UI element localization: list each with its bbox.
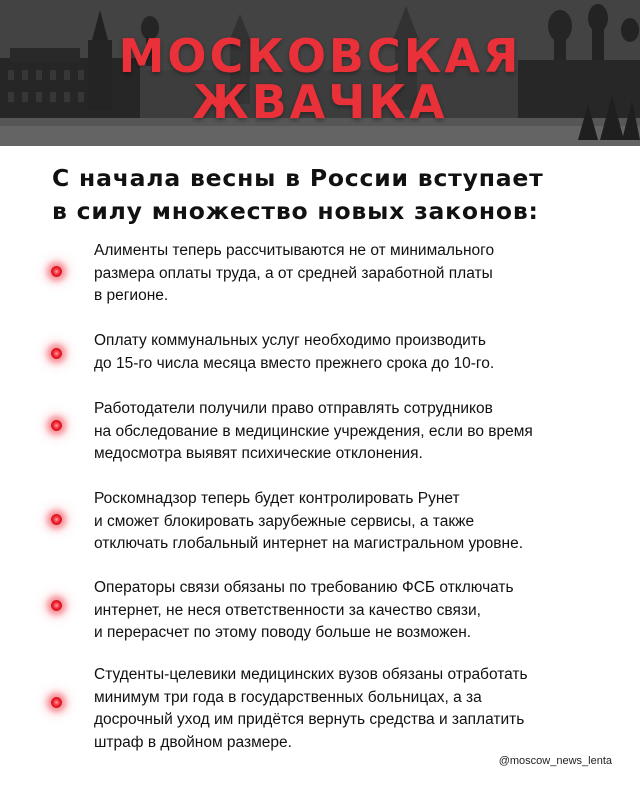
law-text-line: штраф в двойном размере. <box>94 733 292 751</box>
law-text-line: минимум три года в государственных больницах, а за <box>94 688 482 706</box>
bullet-dot-icon <box>51 600 62 611</box>
law-text-line: размера оплаты труда, а от средней заработной платы <box>94 264 493 282</box>
law-text-line: Студенты-целевики медицинских вузов обязаны отработать <box>94 666 528 683</box>
headline-line2: в силу множество новых законов: <box>52 197 539 225</box>
bullet-dot-icon <box>51 420 62 431</box>
bullet-dot-icon <box>51 697 62 708</box>
law-text <box>94 330 614 375</box>
law-text-line: досрочный уход им придётся вернуть средства и заплатить <box>94 711 525 728</box>
law-text-line: Оплату коммунальных услуг необходимо производить <box>94 332 486 349</box>
headline-line1: С начала весны в России вступает <box>52 164 544 192</box>
law-text <box>94 664 614 754</box>
law-text-line: до 15-го числа месяца вместо прежнего срока до 10-го. <box>94 354 495 372</box>
banner-title-line1: МОСКОВСКАЯ <box>118 29 522 83</box>
bullet-dot-icon <box>51 514 62 525</box>
law-text-line: Работодатели получили право отправлять сотрудников <box>94 400 493 417</box>
law-text-line: Операторы связи обязаны по требованию ФСБ отключать <box>94 579 514 596</box>
banner-title-line2: ЖВАЧКА <box>192 75 448 129</box>
bullet-dot-icon <box>51 348 62 359</box>
watermark-handle: @moscow_news_lenta <box>498 755 612 767</box>
law-text <box>94 398 614 466</box>
law-text-line: и перерасчет по этому поводу больше не возможен. <box>94 624 472 641</box>
law-text <box>94 577 614 645</box>
law-text <box>94 488 614 556</box>
law-text <box>94 240 614 308</box>
law-text-line: на обследование в медицинские учреждения, если во время <box>94 422 533 440</box>
law-text-line: медосмотра выявят психические отклонения. <box>94 445 423 462</box>
bullet-dot-icon <box>51 266 62 277</box>
law-text-line: Алименты теперь рассчитываются не от минимального <box>94 242 495 259</box>
law-text-line: отключать глобальный интернет на магистральном уровне. <box>94 535 523 552</box>
law-text-line: и сможет блокировать зарубежные сервисы, а также <box>94 512 475 530</box>
law-text-line: в регионе. <box>94 287 169 304</box>
law-text-line: интернет, не неся ответственности за качество связи, <box>94 601 481 619</box>
law-text-line: Роскомнадзор теперь будет контролировать Рунет <box>94 490 460 507</box>
